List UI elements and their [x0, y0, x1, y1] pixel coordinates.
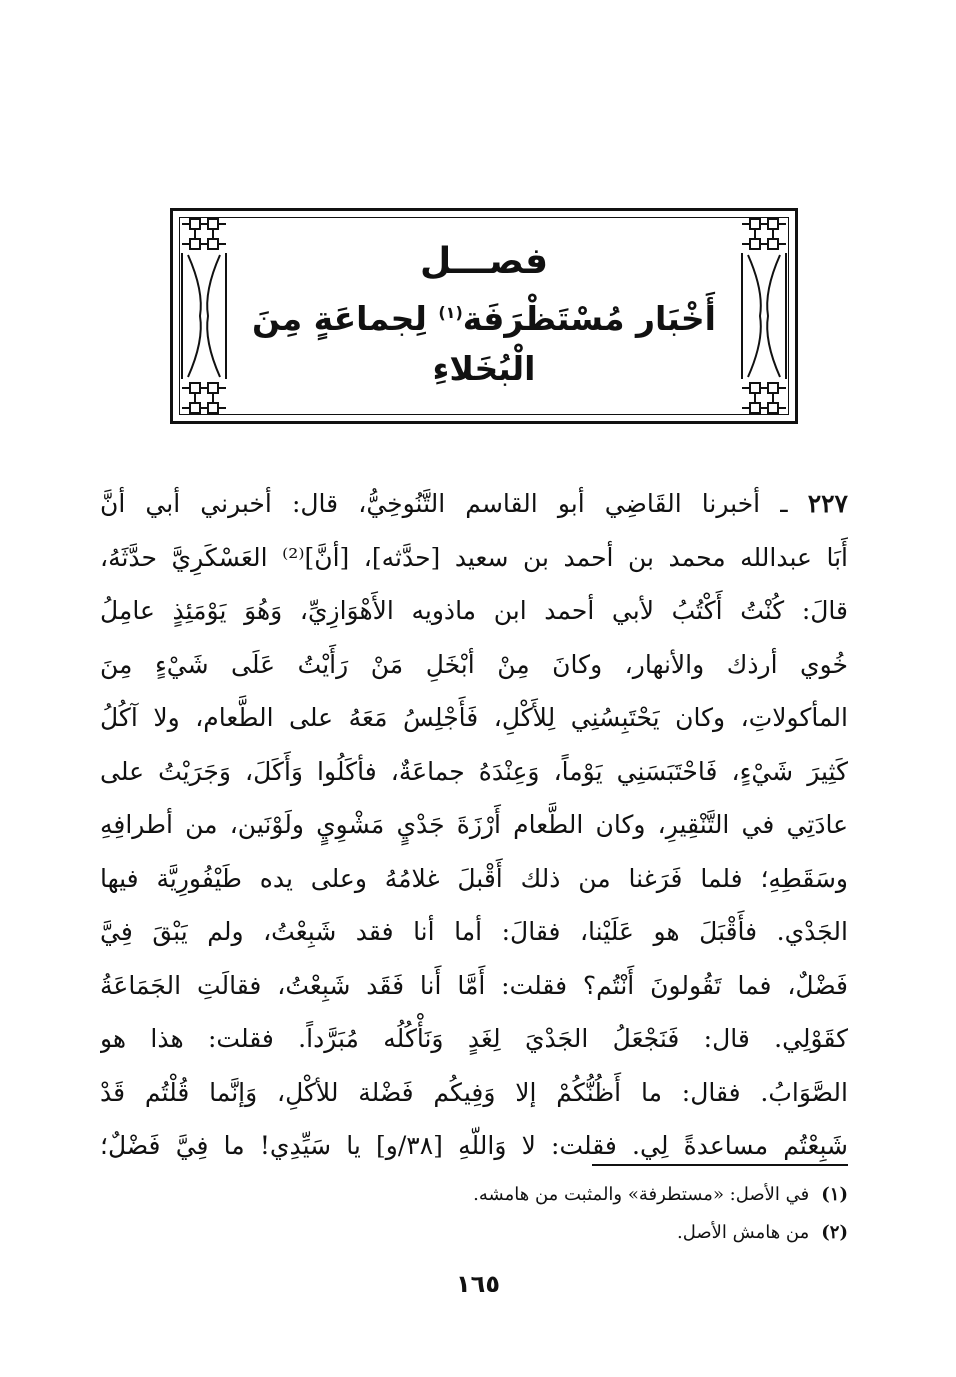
subtitle-main: أَخْبَار مُسْتَظْرَفَة [462, 299, 716, 338]
text-line-7: عادَتِي في التَّنْقِيرِ، وكان الطَّعام أَرْزَةَ جَدْيٍ مَشْوِيٍ ولَوْنَين، من أطرافِهِ [100, 810, 848, 839]
footnote-text: في الأصل: «مستطرفة» والمثبت من هامشه. [473, 1184, 810, 1205]
chapter-title: فصـــل [419, 241, 549, 282]
footnote-marker: (١) [821, 1184, 848, 1205]
footnote-2 [248, 1214, 848, 1252]
text-line-1: ٢٢٧ ـ أخبرنا القَاضِي أبو القاسم التَّنُوخِيُّ، قال: أخبرني أبي أنَّ [100, 489, 848, 518]
paragraph-number: ٢٢٧ [807, 489, 848, 518]
page-number: ١٦٥ [456, 1270, 500, 1298]
text-line-9: الجَدْي. فأَقْبَلَ هو عَلَيْنا، فقالَ: أما أنا فقد شَبِعْتُ، ولم يَبْقَ فِيَّ [100, 917, 848, 946]
text-line-6: كَثِيرَ شَيْءٍ، فَاحْتَبَسَنِي يَوْماً، وَعِنْدَهُ جماعَةٌ، فأكَلُوا وَأَكَلَ، وَجَرَيْتُ على [100, 756, 848, 786]
chapter-heading-frame [170, 208, 798, 424]
text-line-5: المأكولاتِ، وكان يَحْتَبِسُنِي لِلأَكْلِ، فَأَجْلِسُ مَعَهُ على الطَّعام، ولا آكُلُ [100, 703, 848, 732]
text-line-10: فَضْلٌ، فما تَقُولونَ أَنْتُم؟ فقلت: أَمَّا أَنا فَقَد شَبِعْتُ، فقالَتِ الجَمَاعَةُ [100, 970, 848, 1000]
text-line-3: قالَ: كُنْتُ أَكْتُبُ لأبي أحمد ابن ماذويه الأَهْوَازِيِّ، وَهُوَ يَوْمَئِذٍ عامِلُ [100, 596, 848, 625]
subtitle-rest: لِجماعَةٍ مِنَ الْبُخَلاءِ [252, 299, 536, 388]
heading-text [243, 211, 725, 421]
footnote-1 [248, 1176, 848, 1214]
body-paragraph [100, 477, 848, 1173]
text-line-11: كقَوْلِي. قال: فَنَجْعَلُ الجَدْيَ لِغَدٍ وَنَأْكُلُه مُبَرَّداً. فقلت: هذا هو [100, 1024, 848, 1053]
text-line-4: خُوي أرذك والأنهار، وكانَ مِنْ أبْخَلِ مَنْ رَأَيْتُ عَلَى شَيْءٍ مِنَ [100, 649, 848, 679]
footnote-marker: (٢) [821, 1222, 848, 1243]
text-line-12: الصَّوَابُ. فقال: ما أَظُنُّكُمْ إلا وَفِيكُم فَضْلة للأكْلِ، وَإنَّما قُلْتُم قَدْ [100, 1077, 848, 1107]
text-line-2: أَبَا عبدالله محمد بن أحمد بن سعيد [حدَّثه]، [أنَّ]⁽²⁾ العَسْكَرِيَّ حدَّثَهُ، [100, 542, 848, 572]
ornament-left-icon [176, 211, 234, 421]
text-line-13: شَبِعْتُم مساعدةً لِي. فقلت: لا وَاللّهِ [٣٨/و] يا سَيِّدِي! ما فِيَّ فَضْلٌ؛ [100, 1131, 848, 1160]
chapter-subtitle [243, 288, 725, 394]
text-line-8: وسَقَطِهِ؛ فلما فَرَغنا من ذلك أَقْبلَ غلامُهُ وعلى يده طَيْفُورِيَّة فيها [100, 863, 848, 893]
subtitle-footnote-marker: (١) [438, 303, 463, 322]
ornament-right-icon [734, 211, 792, 421]
footnotes [248, 1176, 848, 1252]
footnote-text: من هامش الأصل. [677, 1222, 810, 1243]
footnote-separator [592, 1164, 848, 1166]
